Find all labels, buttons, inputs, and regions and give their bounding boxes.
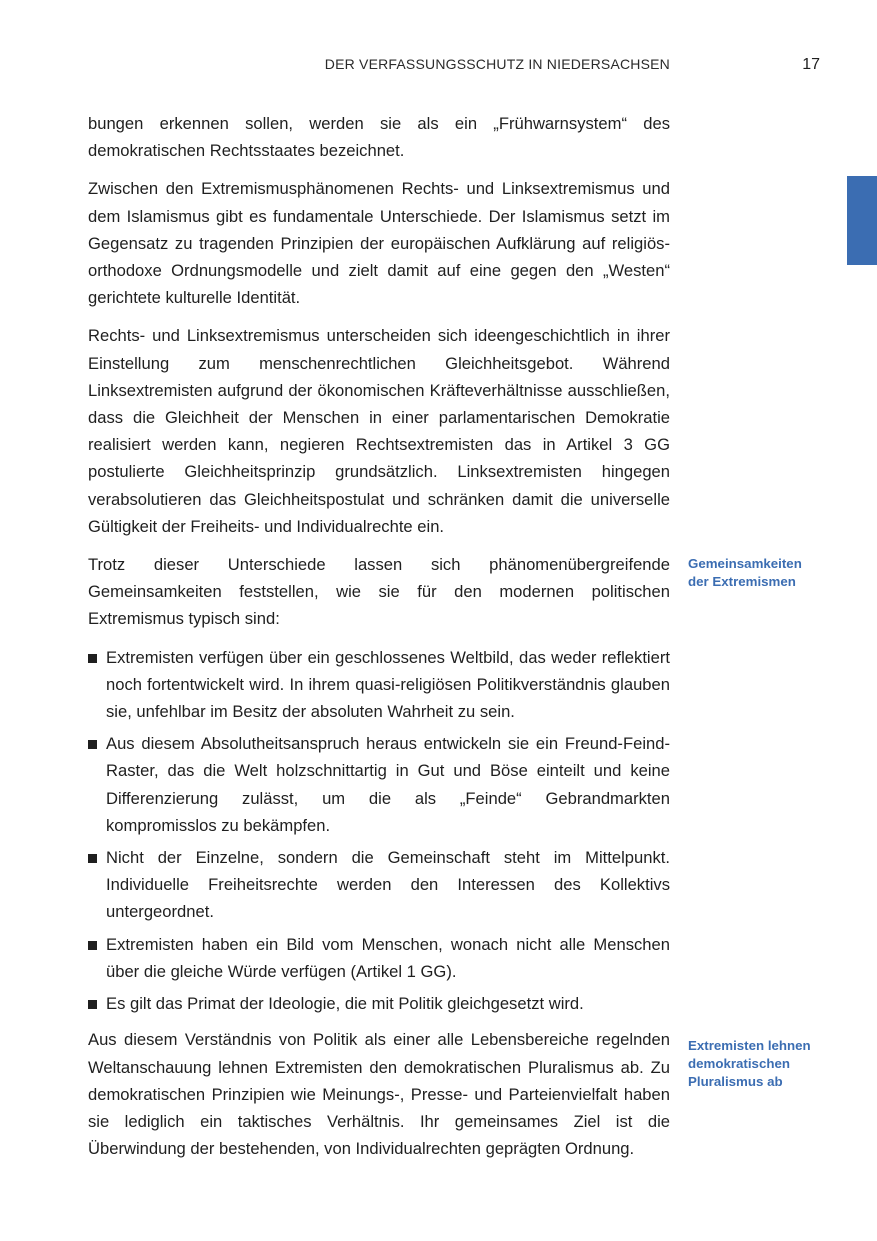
bullet-list <box>88 644 670 1018</box>
list-item <box>88 990 670 1017</box>
margin-note-line: Extremisten lehnen <box>688 1038 811 1053</box>
margin-note-line: Pluralismus ab <box>688 1074 783 1089</box>
closing-paragraph: Aus diesem Verständnis von Politik als einer alle Lebensbereiche regelnden Weltanschauung lehnen Extremisten den demokratischen Pluralismus ab. Zu demokratischen Prinzipien wie Meinungs-, Presse- und Parteienvielfalt haben sie lediglich ein taktisches Verhältnis. Ihr gemeinsames Ziel ist die Überwindung der bestehenden, von Individualrechten geprägten Ordnung. <box>88 1030 670 1159</box>
page-number: 17 <box>802 56 820 73</box>
list-item-text: Nicht der Einzelne, sondern die Gemeinschaft steht im Mittelpunkt. Individuelle Freiheitsrechte werden den Interessen des Kollektivs untergeordnet. <box>106 848 670 922</box>
list-item <box>88 644 670 726</box>
list-item <box>88 931 670 985</box>
list-item-text: Es gilt das Primat der Ideologie, die mit Politik gleichgesetzt wird. <box>106 994 584 1014</box>
main-text-column <box>88 110 670 1173</box>
list-item <box>88 730 670 839</box>
paragraph: bungen erkennen sollen, werden sie als ein „Frühwarnsystem“ des demokratischen Rechtsstaates bezeichnet. <box>88 114 670 161</box>
list-item-text: Extremisten verfügen über ein geschlossenes Weltbild, das weder reflektiert noch fortentwickelt wird. In ihrem quasi-religiösen Politikverständnis glauben sie, unfehlbar im Besitz der absoluten Wahrheit zu sein. <box>106 647 670 722</box>
list-item-text: Aus diesem Absolutheitsanspruch heraus entwickeln sie ein Freund-Feind-Raster, das die Welt holzschnittartig in Gut und Böse einteilt und keine Differenzierung zulässt, um die als „Feinde“ Gebrandmarkten kompromisslos zu bekämpfen. <box>106 734 670 835</box>
chapter-thumb-tab <box>847 176 877 265</box>
margin-note-gemeinsamkeiten <box>688 555 838 591</box>
list-item-text: Extremisten haben ein Bild vom Menschen, wonach nicht alle Menschen über die gleiche Würde verfügen (Artikel 1 GG). <box>106 934 670 981</box>
paragraph: Trotz dieser Unterschiede lassen sich phänomenübergreifende Gemeinsamkeiten feststellen, wie sie für den modernen politischen Extremismus typisch sind: <box>88 555 670 629</box>
margin-note-line: der Extremismen <box>688 574 796 589</box>
square-bullet-icon <box>88 854 97 863</box>
paragraph: Zwischen den Extremismusphänomenen Rechts- und Linksextremismus und dem Islamismus gibt es fundamentale Unterschiede. Der Islamismus setzt im Gegensatz zu tragenden Prinzipien der europäischen Aufklärung auf religiös-orthodoxe Ordnungsmodelle und zielt damit auf eine gegen den „Westen“ gerichtete kulturelle Identität. <box>88 179 670 308</box>
margin-note-line: demokratischen <box>688 1056 790 1071</box>
square-bullet-icon <box>88 654 97 663</box>
square-bullet-icon <box>88 740 97 749</box>
square-bullet-icon <box>88 941 97 950</box>
margin-note-pluralismus <box>688 1037 838 1091</box>
list-item <box>88 844 670 926</box>
paragraph: Rechts- und Linksextremismus unterscheiden sich ideengeschichtlich in ihrer Einstellung zum menschenrechtlichen Gleichheitsgebot. Während Linksextremisten aufgrund der ökonomischen Kräfteverhältnisse ausschließen, dass die Gleichheit der Menschen in einer parlamentarischen Demokratie realisiert werden kann, negieren Rechtsextremisten das in Artikel 3 GG postulierte Gleichheitsprinzip grundsätzlich. Linksextremisten hingegen verabsolutieren das Gleichheitspostulat und schränken damit die universelle Gültigkeit der Freiheits- und Individualrechte ein. <box>88 326 670 536</box>
square-bullet-icon <box>88 1000 97 1009</box>
running-header: DER VERFASSUNGSSCHUTZ IN NIEDERSACHSEN <box>324 56 670 72</box>
margin-note-line: Gemeinsamkeiten <box>688 556 802 571</box>
